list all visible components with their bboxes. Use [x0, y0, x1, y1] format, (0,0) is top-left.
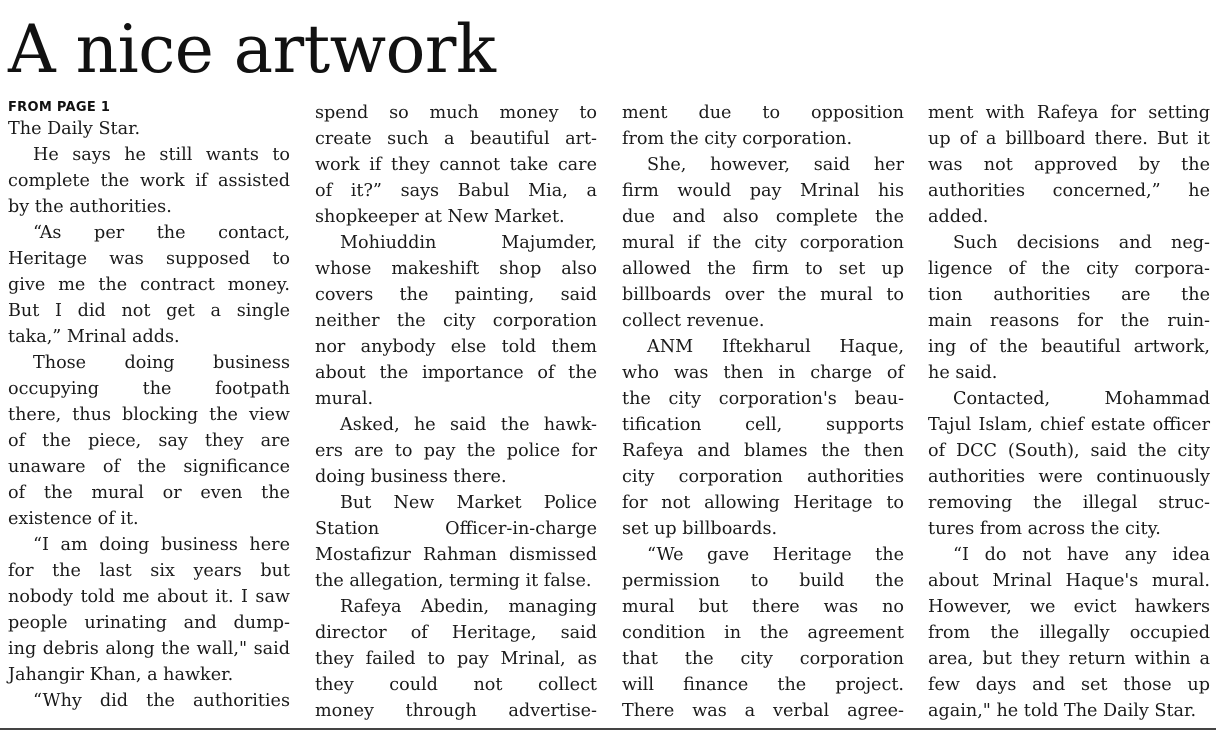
text-line: Rafeya Abedin, managing [340, 597, 597, 617]
text-line: about the importance of the [315, 363, 597, 383]
text-line: city corporation authorities [622, 467, 904, 487]
text-line: who was then in charge of [622, 363, 904, 383]
text-line: But New Market Police [340, 493, 597, 513]
text-line: again," he told The Daily Star. [928, 701, 1197, 721]
text-line: few days and set those up [928, 675, 1210, 695]
text-line: However, we evict hawkers [928, 597, 1210, 617]
text-line: “I do not have any idea [953, 545, 1210, 565]
text-line: complete the work if assisted [8, 171, 290, 191]
article-column-2 [315, 100, 597, 724]
text-line: up of a billboard there. But it [928, 129, 1210, 149]
text-line: Such decisions and neg- [953, 233, 1210, 253]
text-line: Mostafizur Rahman dismissed [315, 545, 597, 565]
text-line: tures from across the city. [928, 519, 1161, 539]
text-line: he said. [928, 363, 998, 383]
text-line: Heritage was supposed to [8, 249, 290, 269]
text-line: the city corporation's beau- [622, 389, 904, 409]
text-line: existence of it. [8, 509, 139, 529]
text-line: Contacted, Mohammad [953, 389, 1210, 409]
text-line: money through advertise- [315, 701, 597, 721]
text-line: area, but they return within a [928, 649, 1210, 669]
article-column-1 [8, 100, 290, 714]
text-line: billboards over the mural to [622, 285, 904, 305]
text-line: shopkeeper at New Market. [315, 207, 565, 227]
text-line: people urinating and dump- [8, 613, 290, 633]
text-line: director of Heritage, said [315, 623, 597, 643]
text-line: occupying the footpath [8, 379, 290, 399]
text-line: by the authorities. [8, 197, 172, 217]
text-line: the allegation, terming it false. [315, 571, 592, 591]
text-line: ing debris along the wall," said [8, 639, 290, 659]
text-line: allowed the firm to set up [622, 259, 904, 279]
text-line: authorities concerned,” he [928, 181, 1210, 201]
text-line: mural but there was no [622, 597, 904, 617]
text-line: of the piece, say they are [8, 431, 290, 451]
text-line: set up billboards. [622, 519, 778, 539]
text-line: “I am doing business here [33, 535, 290, 555]
text-line: authorities were continuously [928, 467, 1210, 487]
text-line: that the city corporation [622, 649, 904, 669]
text-line: tion authorities are the [928, 285, 1210, 305]
text-line: collect revenue. [622, 311, 765, 331]
text-line: Jahangir Khan, a hawker. [8, 665, 234, 685]
text-line: create such a beautiful art- [315, 129, 597, 149]
text-line: for not allowing Heritage to [622, 493, 904, 513]
article-column-4 [928, 100, 1210, 724]
text-line: there, thus blocking the view [8, 405, 290, 425]
text-line: covers the painting, said [315, 285, 597, 305]
text-line: they could not collect [315, 675, 597, 695]
text-line: of DCC (South), said the city [928, 441, 1210, 461]
text-line: work if they cannot take care [315, 155, 597, 175]
text-line: of the mural or even the [8, 483, 290, 503]
text-line: ment with Rafeya for setting [928, 103, 1210, 123]
text-line: She, however, said her [647, 155, 904, 175]
text-line: was not approved by the [928, 155, 1210, 175]
text-line: removing the illegal struc- [928, 493, 1210, 513]
text-line: The Daily Star. [8, 119, 141, 139]
text-line: mural if the city corporation [622, 233, 904, 253]
text-line: will finance the project. [622, 675, 904, 695]
article-column-3 [622, 100, 904, 724]
text-line: give me the contract money. [8, 275, 290, 295]
text-line: mural. [315, 389, 374, 409]
text-line: they failed to pay Mrinal, as [315, 649, 597, 669]
text-line: ANM Iftekharul Haque, [647, 337, 904, 357]
text-line: from the illegally occupied [928, 623, 1210, 643]
text-line: He says he still wants to [33, 145, 290, 165]
text-line: ing of the beautiful artwork, [928, 337, 1210, 357]
headline: A nice artwork [8, 11, 496, 88]
bottom-rule [0, 728, 1216, 730]
text-line: due and also complete the [622, 207, 904, 227]
jump-line: FROM PAGE 1 [8, 100, 111, 115]
text-line: neither the city corporation [315, 311, 597, 331]
text-line: about Mrinal Haque's mural. [928, 571, 1210, 591]
text-line: But I did not get a single [8, 301, 290, 321]
text-line: of it?” says Babul Mia, a [315, 181, 597, 201]
text-line: permission to build the [622, 571, 904, 591]
text-line: Mohiuddin Majumder, [340, 233, 597, 253]
text-line: condition in the agreement [622, 623, 904, 643]
text-line: nobody told me about it. I saw [8, 587, 290, 607]
text-line: unaware of the significance [8, 457, 290, 477]
text-line: There was a verbal agree- [622, 701, 904, 721]
text-line: from the city corporation. [622, 129, 853, 149]
text-line: Asked, he said the hawk- [340, 415, 597, 435]
text-line: ment due to opposition [622, 103, 904, 123]
text-line: for the last six years but [8, 561, 290, 581]
text-line: “As per the contact, [33, 223, 290, 243]
text-line: taka,” Mrinal adds. [8, 327, 180, 347]
text-line: Those doing business [33, 353, 290, 373]
text-line: Station Officer-in-charge [315, 519, 597, 539]
text-line: Rafeya and blames the then [622, 441, 904, 461]
text-line: main reasons for the ruin- [928, 311, 1210, 331]
text-line: whose makeshift shop also [315, 259, 597, 279]
text-line: “We gave Heritage the [647, 545, 904, 565]
text-line: “Why did the authorities [33, 691, 290, 711]
text-line: nor anybody else told them [315, 337, 597, 357]
text-line: Tajul Islam, chief estate officer [928, 415, 1210, 435]
text-line: ligence of the city corpora- [928, 259, 1210, 279]
text-line: added. [928, 207, 989, 227]
text-line: tification cell, supports [622, 415, 904, 435]
text-line: firm would pay Mrinal his [622, 181, 904, 201]
text-line: ers are to pay the police for [315, 441, 597, 461]
text-line: spend so much money to [315, 103, 597, 123]
text-line: doing business there. [315, 467, 507, 487]
